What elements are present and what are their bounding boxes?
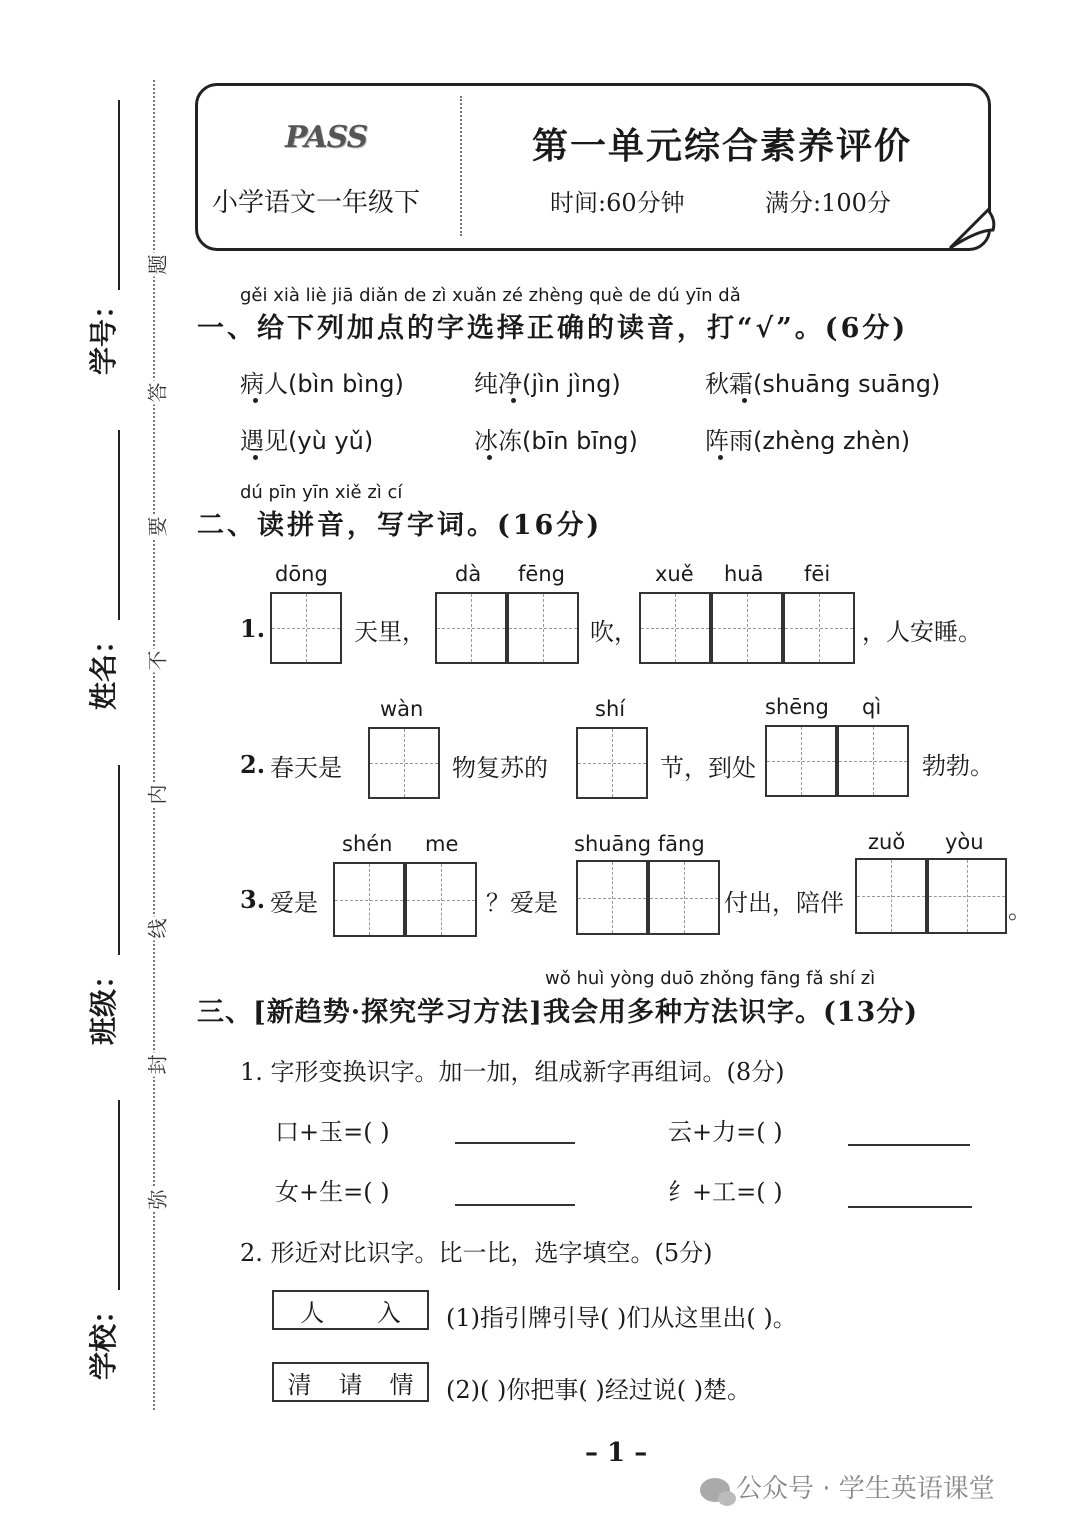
writing-box[interactable] bbox=[855, 858, 927, 934]
sentence-text: 。 bbox=[1008, 896, 1032, 924]
section2-title: 二、读拼音，写字词。(16分) bbox=[197, 510, 603, 541]
reading-item: 冰冻(bīn bīng) bbox=[474, 427, 638, 455]
section3-pinyin: wǒ huì yòng duō zhǒng fāng fǎ shí zì bbox=[545, 968, 876, 989]
writing-box[interactable] bbox=[648, 860, 720, 935]
answer-blank[interactable] bbox=[848, 1206, 972, 1208]
exam-score: 满分:100分 bbox=[765, 189, 891, 217]
seal-char: 要 bbox=[142, 515, 171, 539]
sentence-text: 物复苏的 bbox=[452, 754, 548, 782]
page-number: – 1 – bbox=[585, 1438, 648, 1468]
answer-blank[interactable] bbox=[848, 1144, 970, 1146]
pinyin-label: yòu bbox=[945, 830, 984, 854]
writing-box[interactable] bbox=[711, 592, 783, 664]
compose-item: 纟+工=( ) bbox=[668, 1178, 783, 1206]
emphasis-dot bbox=[718, 455, 723, 460]
section2-pinyin: dú pīn yīn xiě zì cí bbox=[240, 482, 403, 503]
pinyin-label: fēi bbox=[804, 562, 831, 586]
pinyin-label: dōng bbox=[275, 562, 328, 586]
fill-sentence: (2)( )你把事( )经过说( )楚。 bbox=[446, 1376, 752, 1404]
emphasis-dot bbox=[742, 398, 747, 403]
compose-item: 女+生=( ) bbox=[275, 1178, 390, 1206]
writing-box[interactable] bbox=[435, 592, 507, 664]
sentence-text: 吹， bbox=[590, 618, 638, 646]
name-label: 姓名： bbox=[87, 625, 120, 710]
header-subject: 小学语文一年级下 bbox=[212, 188, 421, 218]
sentence-text: 付出，陪伴 bbox=[724, 889, 844, 917]
fill-sentence: (1)指引牌引导( )们从这里出( )。 bbox=[446, 1304, 797, 1332]
seal-char: 封 bbox=[142, 1053, 171, 1077]
pinyin-label: qì bbox=[862, 695, 882, 719]
sentence-text: 天里， bbox=[354, 618, 426, 646]
writing-box[interactable] bbox=[783, 592, 855, 664]
question-number: 2. bbox=[240, 750, 266, 779]
pinyin-label: xuě bbox=[655, 562, 694, 586]
sentence-text: ？爱是 bbox=[486, 889, 558, 917]
school-label: 学校： bbox=[87, 1295, 120, 1380]
seal-char: 线 bbox=[142, 917, 171, 941]
pinyin-label: me bbox=[425, 832, 459, 856]
answer-blank[interactable] bbox=[455, 1204, 575, 1206]
sentence-text: 爱是 bbox=[270, 889, 318, 917]
class-line bbox=[118, 765, 120, 955]
seal-char: 内 bbox=[142, 783, 171, 807]
wechat-icon bbox=[700, 1478, 730, 1502]
name-line bbox=[118, 430, 120, 620]
pinyin-label: huā bbox=[724, 562, 764, 586]
reading-item: 遇见(yù yǔ) bbox=[240, 427, 374, 455]
exam-time: 时间:60分钟 bbox=[550, 189, 685, 217]
section1-title: 一、给下列加点的字选择正确的读音，打“√”。(6分) bbox=[197, 313, 909, 344]
emphasis-dot bbox=[253, 398, 258, 403]
seal-char: 答 bbox=[142, 381, 171, 405]
pinyin-label: shí bbox=[595, 697, 626, 721]
sentence-text: 春天是 bbox=[270, 754, 342, 782]
pinyin-label: fēng bbox=[518, 562, 565, 586]
writing-box[interactable] bbox=[576, 727, 648, 799]
sentence-text: 勃勃。 bbox=[922, 752, 994, 780]
writing-box[interactable] bbox=[639, 592, 711, 664]
writing-box[interactable] bbox=[576, 860, 648, 935]
pass-logo: PASS bbox=[285, 120, 368, 155]
header-divider bbox=[460, 96, 462, 236]
writing-box[interactable] bbox=[837, 725, 909, 797]
compose-item: 云+力=( ) bbox=[668, 1118, 783, 1146]
class-label: 班级： bbox=[87, 960, 120, 1045]
reading-item: 阵雨(zhèng zhèn) bbox=[705, 427, 911, 455]
watermark: 公众号 · 学生英语课堂 bbox=[700, 1468, 995, 1505]
student-id-line bbox=[118, 100, 120, 290]
school-line bbox=[118, 1100, 120, 1290]
student-id-label: 学号： bbox=[87, 290, 120, 375]
question-number: 3. bbox=[240, 885, 266, 914]
seal-char: 题 bbox=[142, 253, 171, 277]
pinyin-label: shuāng fāng bbox=[574, 832, 705, 856]
char-choice-box: 人 入 bbox=[272, 1290, 429, 1330]
section1-pinyin: gěi xià liè jiā diǎn de zì xuǎn zé zhèng què de dú yīn dǎ bbox=[240, 285, 741, 306]
reading-item: 病人(bìn bìng) bbox=[240, 370, 404, 398]
writing-box[interactable] bbox=[765, 725, 837, 797]
page-title: 第一单元综合素养评价 bbox=[532, 125, 913, 167]
writing-box[interactable] bbox=[507, 592, 579, 664]
pinyin-label: zuǒ bbox=[868, 830, 906, 854]
compose-item: 口+玉=( ) bbox=[275, 1118, 390, 1146]
subquestion-title: 1. 字形变换识字。加一加，组成新字再组词。(8分) bbox=[240, 1058, 785, 1086]
pinyin-label: wàn bbox=[380, 697, 424, 721]
emphasis-dot bbox=[253, 455, 258, 460]
emphasis-dot bbox=[487, 455, 492, 460]
answer-blank[interactable] bbox=[455, 1142, 575, 1144]
page-curl-icon bbox=[948, 200, 998, 250]
writing-box[interactable] bbox=[368, 727, 440, 799]
sentence-text: ，人安睡。 bbox=[862, 618, 982, 646]
seal-char: 弥 bbox=[142, 1188, 171, 1212]
pinyin-label: dà bbox=[455, 562, 482, 586]
pinyin-label: shēng bbox=[765, 695, 829, 719]
writing-box[interactable] bbox=[270, 592, 342, 664]
reading-item: 秋霜(shuāng suāng) bbox=[705, 370, 941, 398]
char-choice-box: 清 请 情 bbox=[272, 1362, 429, 1402]
writing-box[interactable] bbox=[333, 862, 405, 937]
seal-char: 不 bbox=[142, 649, 171, 673]
writing-box[interactable] bbox=[927, 858, 1007, 934]
sentence-text: 节，到处 bbox=[660, 754, 756, 782]
reading-item: 纯净(jìn jìng) bbox=[474, 370, 621, 398]
writing-box[interactable] bbox=[405, 862, 477, 937]
subquestion-title: 2. 形近对比识字。比一比，选字填空。(5分) bbox=[240, 1239, 713, 1267]
pinyin-label: shén bbox=[342, 832, 393, 856]
question-number: 1. bbox=[240, 614, 266, 643]
emphasis-dot bbox=[511, 398, 516, 403]
section3-title: 三、[新趋势·探究学习方法]我会用多种方法识字。(13分) bbox=[197, 997, 919, 1028]
